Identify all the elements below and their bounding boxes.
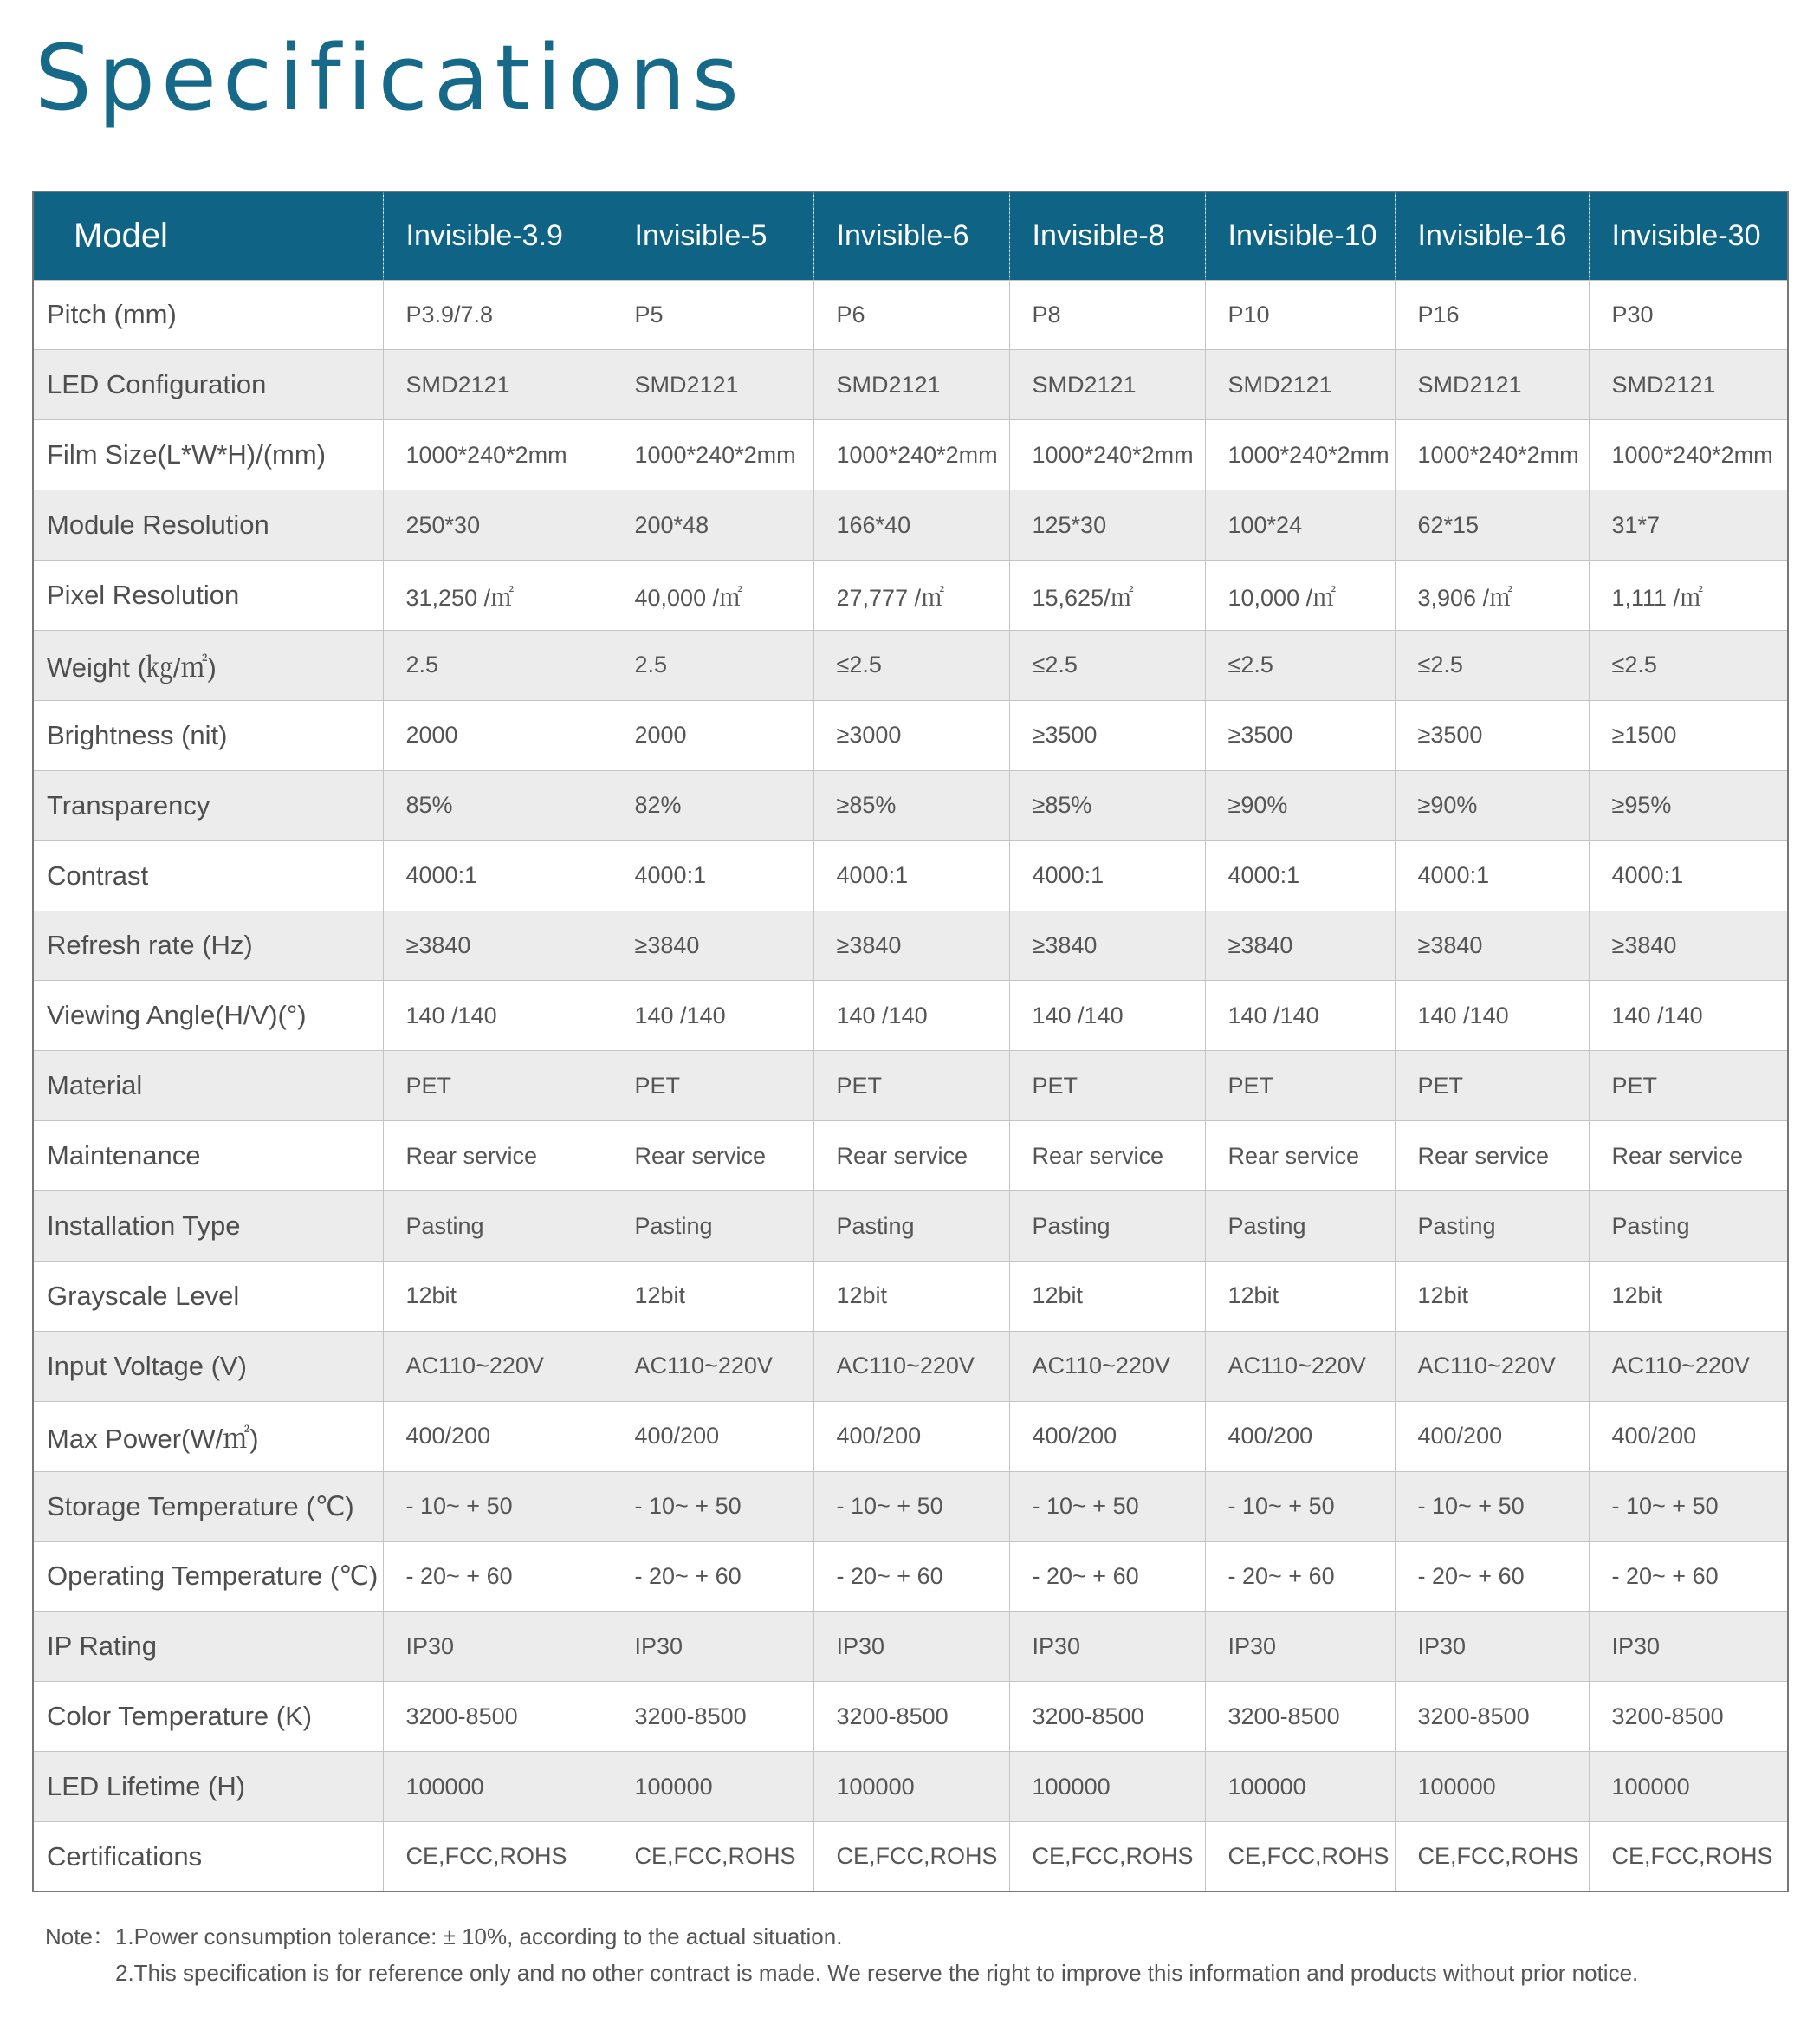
table-cell: 62*15 (1395, 490, 1589, 561)
table-cell: 82% (612, 770, 813, 840)
table-cell: - 10~ + 50 (383, 1471, 612, 1541)
table-cell: P8 (1009, 280, 1205, 350)
row-label: Material (33, 1051, 383, 1121)
page-title: Specifications (35, 25, 745, 131)
table-cell: AC110~220V (1009, 1331, 1205, 1401)
table-cell: 4000:1 (1395, 840, 1589, 911)
table-cell: Pasting (1589, 1191, 1788, 1262)
table-cell: P30 (1589, 280, 1788, 350)
table-cell: IP30 (1205, 1612, 1395, 1682)
table-cell: Pasting (612, 1191, 813, 1262)
table-cell: SMD2121 (813, 350, 1009, 420)
table-row (33, 1401, 1788, 1471)
table-cell: 27,777 /㎡ (813, 561, 1009, 631)
header-model-7: Invisible-30 (1589, 191, 1788, 280)
table-row (33, 700, 1788, 770)
table-cell: 140 /140 (612, 981, 813, 1051)
table-row (33, 1682, 1788, 1752)
table-cell: 1000*240*2mm (1589, 420, 1788, 490)
row-label: Input Voltage (V) (33, 1331, 383, 1401)
table-cell: 400/200 (1009, 1401, 1205, 1471)
table-cell: 140 /140 (1205, 981, 1395, 1051)
table-cell: ≤2.5 (1395, 630, 1589, 700)
table-cell: 12bit (1395, 1261, 1589, 1331)
table-cell: ≥3840 (1205, 911, 1395, 981)
header-model-5: Invisible-10 (1205, 191, 1395, 280)
table-cell: Pasting (1009, 1191, 1205, 1262)
table-row (33, 1822, 1788, 1892)
specifications-table (32, 191, 1789, 1892)
header-model-1: Invisible-3.9 (383, 191, 612, 280)
row-label: Pixel Resolution (33, 561, 383, 631)
table-cell: IP30 (1009, 1612, 1205, 1682)
table-cell: ≥3840 (1589, 911, 1788, 981)
table-cell: ≤2.5 (1009, 630, 1205, 700)
table-row (33, 1612, 1788, 1682)
table-cell: 400/200 (383, 1401, 612, 1471)
table-cell: P16 (1395, 280, 1589, 350)
table-cell: PET (383, 1051, 612, 1121)
table-cell: Pasting (1395, 1191, 1589, 1262)
table-cell: 125*30 (1009, 490, 1205, 561)
row-label: Contrast (33, 840, 383, 911)
table-cell: 200*48 (612, 490, 813, 561)
table-row (33, 280, 1788, 350)
table-cell: 100000 (813, 1752, 1009, 1822)
table-cell: IP30 (383, 1612, 612, 1682)
table-cell: - 20~ + 60 (1589, 1541, 1788, 1612)
table-cell: ≤2.5 (1205, 630, 1395, 700)
table-cell: 140 /140 (813, 981, 1009, 1051)
table-cell: Pasting (383, 1191, 612, 1262)
table-cell: 4000:1 (1589, 840, 1788, 911)
table-cell: 400/200 (1205, 1401, 1395, 1471)
table-cell: 100000 (1009, 1752, 1205, 1822)
table-cell: IP30 (813, 1612, 1009, 1682)
header-model-4: Invisible-8 (1009, 191, 1205, 280)
table-cell: CE,FCC,ROHS (1205, 1822, 1395, 1892)
table-row (33, 840, 1788, 911)
table-cell: 10,000 /㎡ (1205, 561, 1395, 631)
table-cell: ≥3500 (1205, 700, 1395, 770)
table-row (33, 1541, 1788, 1612)
table-cell: 2000 (383, 700, 612, 770)
table-cell: 3,906 /㎡ (1395, 561, 1589, 631)
table-cell: 12bit (383, 1261, 612, 1331)
table-cell: 3200-8500 (1395, 1682, 1589, 1752)
table-cell: 100000 (1205, 1752, 1395, 1822)
row-label: Pitch (mm) (33, 280, 383, 350)
row-label: LED Lifetime (H) (33, 1752, 383, 1822)
table-cell: 1000*240*2mm (1205, 420, 1395, 490)
row-label: Viewing Angle(H/V)(°) (33, 981, 383, 1051)
table-cell: Rear service (813, 1121, 1009, 1191)
table-cell: 3200-8500 (1589, 1682, 1788, 1752)
table-cell: 1000*240*2mm (813, 420, 1009, 490)
row-label: Max Power(W/㎡) (33, 1401, 383, 1471)
note-line-1: Note：1.Power consumption tolerance: ± 10%, according to the actual situation. (45, 1923, 843, 1949)
table-cell: ≥90% (1205, 770, 1395, 840)
table-cell: CE,FCC,ROHS (383, 1822, 612, 1892)
table-cell: 85% (383, 770, 612, 840)
table-cell: 12bit (612, 1261, 813, 1331)
table-row (33, 561, 1788, 631)
table-cell: ≥3000 (813, 700, 1009, 770)
table-row (33, 490, 1788, 561)
header-model: Model (74, 216, 168, 255)
table-cell: CE,FCC,ROHS (1589, 1822, 1788, 1892)
table-cell: SMD2121 (1205, 350, 1395, 420)
table-cell: PET (1395, 1051, 1589, 1121)
table-cell: 140 /140 (383, 981, 612, 1051)
table-row (33, 1261, 1788, 1331)
table-cell: 4000:1 (1009, 840, 1205, 911)
table-cell: 2.5 (383, 630, 612, 700)
row-label: IP Rating (33, 1612, 383, 1682)
table-cell: 400/200 (813, 1401, 1009, 1471)
table-cell: ≥3840 (1395, 911, 1589, 981)
row-label: Module Resolution (33, 490, 383, 561)
table-cell: 3200-8500 (813, 1682, 1009, 1752)
header-model-3: Invisible-6 (813, 191, 1009, 280)
table-cell: - 10~ + 50 (813, 1471, 1009, 1541)
table-cell: SMD2121 (1589, 350, 1788, 420)
notes (45, 1918, 1638, 1991)
table-cell: 15,625/㎡ (1009, 561, 1205, 631)
table-cell: 1000*240*2mm (1395, 420, 1589, 490)
note-line-2: 2.This specification is for reference only and no other contract is made. We reserve the right to improve this information and products without prior notice. (115, 1960, 1639, 1986)
table-cell: 2.5 (612, 630, 813, 700)
table-cell: - 20~ + 60 (612, 1541, 813, 1612)
table-cell: ≥3840 (383, 911, 612, 981)
table-row (33, 911, 1788, 981)
table-row (33, 630, 1788, 700)
table-cell: P10 (1205, 280, 1395, 350)
row-label: Film Size(L*W*H)/(mm) (33, 420, 383, 490)
table-cell: 3200-8500 (1009, 1682, 1205, 1752)
table-cell: SMD2121 (1395, 350, 1589, 420)
table-cell: PET (612, 1051, 813, 1121)
table-cell: - 20~ + 60 (383, 1541, 612, 1612)
table-cell: AC110~220V (1205, 1331, 1395, 1401)
table-cell: P5 (612, 280, 813, 350)
table-cell: CE,FCC,ROHS (813, 1822, 1009, 1892)
table-cell: 1,111 /㎡ (1589, 561, 1788, 631)
table-cell: ≥90% (1395, 770, 1589, 840)
table-cell: - 10~ + 50 (1395, 1471, 1589, 1541)
table-row (33, 981, 1788, 1051)
table-cell: 31*7 (1589, 490, 1788, 561)
table-cell: - 10~ + 50 (1589, 1471, 1788, 1541)
table-row (33, 1471, 1788, 1541)
table-cell: - 20~ + 60 (1009, 1541, 1205, 1612)
table-cell: ≥3500 (1395, 700, 1589, 770)
row-label: Installation Type (33, 1191, 383, 1262)
table-cell: - 20~ + 60 (813, 1541, 1009, 1612)
row-label: Transparency (33, 770, 383, 840)
table-cell: ≥3840 (1009, 911, 1205, 981)
table-cell: Pasting (813, 1191, 1009, 1262)
table-cell: IP30 (612, 1612, 813, 1682)
table-cell: ≥85% (1009, 770, 1205, 840)
table-cell: PET (1205, 1051, 1395, 1121)
table-cell: 100000 (383, 1752, 612, 1822)
table-cell: 4000:1 (813, 840, 1009, 911)
table-cell: ≤2.5 (1589, 630, 1788, 700)
row-label: Storage Temperature (℃) (33, 1471, 383, 1541)
table-cell: 400/200 (612, 1401, 813, 1471)
table-header-row (33, 191, 1788, 280)
table-row (33, 1331, 1788, 1401)
table-cell: 166*40 (813, 490, 1009, 561)
table-cell: 4000:1 (612, 840, 813, 911)
table-cell: IP30 (1395, 1612, 1589, 1682)
table-cell: Rear service (612, 1121, 813, 1191)
table-cell: 100000 (1589, 1752, 1788, 1822)
table-cell: AC110~220V (612, 1331, 813, 1401)
table-cell: PET (813, 1051, 1009, 1121)
table-cell: Rear service (1009, 1121, 1205, 1191)
table-cell: AC110~220V (1589, 1331, 1788, 1401)
row-label: LED Configuration (33, 350, 383, 420)
table-cell: SMD2121 (1009, 350, 1205, 420)
table-cell: PET (1009, 1051, 1205, 1121)
table-cell: SMD2121 (383, 350, 612, 420)
header-model-6: Invisible-16 (1395, 191, 1589, 280)
table-cell: 12bit (1205, 1261, 1395, 1331)
table-cell: AC110~220V (383, 1331, 612, 1401)
table-cell: SMD2121 (612, 350, 813, 420)
table-cell: AC110~220V (813, 1331, 1009, 1401)
table-cell: Rear service (383, 1121, 612, 1191)
table-cell: 12bit (813, 1261, 1009, 1331)
table-cell: AC110~220V (1395, 1331, 1589, 1401)
table-cell: 140 /140 (1009, 981, 1205, 1051)
table-cell: 100000 (612, 1752, 813, 1822)
row-label: Operating Temperature (℃) (33, 1541, 383, 1612)
table-cell: Rear service (1589, 1121, 1788, 1191)
table-cell: 3200-8500 (1205, 1682, 1395, 1752)
row-label: Grayscale Level (33, 1261, 383, 1331)
table-row (33, 350, 1788, 420)
table-row (33, 420, 1788, 490)
table-cell: Pasting (1205, 1191, 1395, 1262)
table-cell: 4000:1 (383, 840, 612, 911)
table-cell: 400/200 (1589, 1401, 1788, 1471)
table-cell: CE,FCC,ROHS (612, 1822, 813, 1892)
row-label: Maintenance (33, 1121, 383, 1191)
table-cell: ≤2.5 (813, 630, 1009, 700)
table-cell: 12bit (1589, 1261, 1788, 1331)
table-cell: 1000*240*2mm (1009, 420, 1205, 490)
table-cell: 40,000 /㎡ (612, 561, 813, 631)
table-cell: - 20~ + 60 (1205, 1541, 1395, 1612)
row-label: Certifications (33, 1822, 383, 1892)
table-cell: 12bit (1009, 1261, 1205, 1331)
table-cell: 2000 (612, 700, 813, 770)
table-cell: ≥85% (813, 770, 1009, 840)
table-cell: ≥1500 (1589, 700, 1788, 770)
table-row (33, 1121, 1788, 1191)
table-cell: P3.9/7.8 (383, 280, 612, 350)
table-cell: Rear service (1205, 1121, 1395, 1191)
table-cell: ≥3840 (813, 911, 1009, 981)
table-cell: 3200-8500 (383, 1682, 612, 1752)
row-label: Refresh rate (Hz) (33, 911, 383, 981)
table-cell: ≥95% (1589, 770, 1788, 840)
table-cell: ≥3500 (1009, 700, 1205, 770)
table-cell: 31,250 /㎡ (383, 561, 612, 631)
table-cell: 3200-8500 (612, 1682, 813, 1752)
table-cell: IP30 (1589, 1612, 1788, 1682)
table-cell: 100*24 (1205, 490, 1395, 561)
row-label: Brightness (nit) (33, 700, 383, 770)
table-row (33, 770, 1788, 840)
table-cell: - 10~ + 50 (1205, 1471, 1395, 1541)
table-cell: ≥3840 (612, 911, 813, 981)
table-cell: Rear service (1395, 1121, 1589, 1191)
table-cell: PET (1589, 1051, 1788, 1121)
table-cell: 400/200 (1395, 1401, 1589, 1471)
table-row (33, 1051, 1788, 1121)
table-cell: - 10~ + 50 (1009, 1471, 1205, 1541)
table-cell: 4000:1 (1205, 840, 1395, 911)
table-cell: P6 (813, 280, 1009, 350)
table-row (33, 1191, 1788, 1262)
table-cell: - 10~ + 50 (612, 1471, 813, 1541)
table-cell: 250*30 (383, 490, 612, 561)
table-cell: 140 /140 (1395, 981, 1589, 1051)
table-body (33, 280, 1788, 1891)
table-cell: CE,FCC,ROHS (1009, 1822, 1205, 1892)
table-cell: - 20~ + 60 (1395, 1541, 1589, 1612)
table-cell: CE,FCC,ROHS (1395, 1822, 1589, 1892)
table-row (33, 1752, 1788, 1822)
table-cell: 1000*240*2mm (612, 420, 813, 490)
row-label: Weight (㎏/㎡) (33, 630, 383, 700)
table-cell: 140 /140 (1589, 981, 1788, 1051)
table-cell: 1000*240*2mm (383, 420, 612, 490)
header-model-2: Invisible-5 (612, 191, 813, 280)
table-cell: 100000 (1395, 1752, 1589, 1822)
row-label: Color Temperature (K) (33, 1682, 383, 1752)
